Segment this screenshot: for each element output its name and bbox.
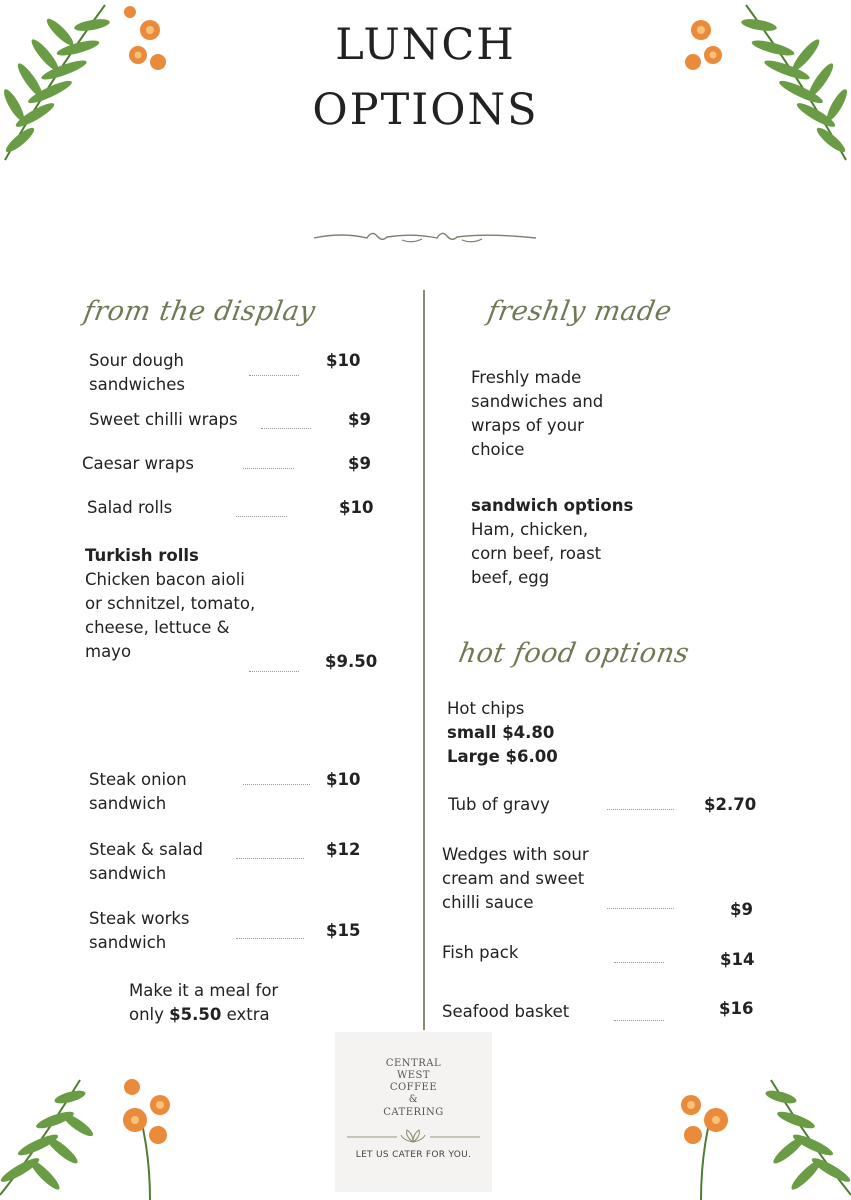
meal-deal-suffix: extra	[221, 1005, 270, 1024]
logo-line3: COFFEE	[389, 1082, 438, 1093]
dotted-leader	[607, 908, 674, 909]
item-sweet-chilli-wraps: Sweet chilli wraps	[89, 410, 238, 429]
price-steak-salad: $12	[326, 840, 361, 859]
price-steak-works: $15	[326, 921, 361, 940]
swirl-ornament	[312, 226, 538, 248]
item-steak-works-sandwich: Steak works sandwich	[89, 909, 190, 952]
sandwich-options-heading: sandwich options	[471, 496, 634, 515]
dotted-leader	[249, 375, 299, 376]
dotted-leader	[261, 428, 311, 429]
fern-flower-decoration-bottom-right	[661, 1075, 851, 1200]
dotted-leader	[243, 784, 310, 785]
logo-tagline: LET US CATER FOR YOU.	[355, 1150, 472, 1160]
price-wedges: $9	[730, 900, 753, 919]
heading-hot-food-options: hot food options	[456, 638, 692, 669]
price-sweet-chilli-wraps: $9	[348, 410, 371, 429]
dotted-leader	[243, 468, 294, 469]
hot-chips-large: Large $6.00	[447, 747, 558, 766]
item-tub-of-gravy: Tub of gravy	[448, 795, 550, 814]
item-seafood-basket: Seafood basket	[442, 1002, 570, 1021]
dotted-leader	[249, 671, 299, 672]
logo-line2: WEST	[396, 1070, 431, 1081]
business-logo	[335, 1032, 492, 1192]
freshly-made-description: Freshly made sandwiches and wraps of your choice	[471, 368, 604, 459]
item-caesar-wraps: Caesar wraps	[82, 454, 194, 473]
hot-chips-small: small $4.80	[447, 723, 555, 742]
item-steak-salad-sandwich: Steak & salad sandwich	[89, 840, 203, 883]
item-fish-pack: Fish pack	[442, 943, 519, 962]
menu-title-line2: OPTIONS	[312, 85, 539, 135]
meal-deal-prefix: only	[129, 1005, 170, 1024]
price-tub-of-gravy: $2.70	[704, 795, 757, 814]
menu-title-line1: LUNCH	[335, 20, 516, 70]
dotted-leader	[614, 1020, 664, 1021]
price-turkish-rolls: $9.50	[325, 652, 378, 671]
item-hot-chips: Hot chips	[447, 699, 525, 718]
sandwich-options-list: Ham, chicken, corn beef, roast beef, egg	[471, 520, 602, 587]
turkish-rolls-heading: Turkish rolls	[85, 546, 199, 565]
logo-line5: CATERING	[383, 1107, 444, 1118]
fern-flower-decoration-bottom-left	[0, 1075, 190, 1200]
logo-line1: CENTRAL	[385, 1058, 442, 1069]
meal-deal-line1: Make it a meal for	[129, 981, 279, 1000]
meal-deal-line2	[129, 1003, 270, 1027]
meal-deal-price: $5.50	[169, 1005, 222, 1024]
column-divider	[423, 290, 425, 1030]
dotted-leader	[236, 858, 304, 859]
price-seafood-basket: $16	[719, 999, 754, 1018]
dotted-leader	[236, 938, 304, 939]
item-steak-onion-sandwich: Steak onion sandwich	[89, 770, 187, 813]
item-salad-rolls: Salad rolls	[87, 498, 173, 517]
price-steak-onion: $10	[326, 770, 361, 789]
dotted-leader	[236, 516, 287, 517]
price-fish-pack: $14	[720, 950, 755, 969]
turkish-rolls-description: Chicken bacon aioli or schnitzel, tomato, cheese, lettuce & mayo	[85, 570, 256, 661]
heading-from-the-display: from the display	[81, 296, 318, 327]
price-salad-rolls: $10	[339, 498, 374, 517]
heading-freshly-made: freshly made	[485, 296, 675, 327]
dotted-leader	[614, 962, 664, 963]
item-sour-dough-sandwiches: Sour dough sandwiches	[89, 351, 185, 394]
item-wedges: Wedges with sour cream and sweet chilli sauce	[442, 845, 589, 912]
leaf-emblem-icon	[345, 1128, 482, 1144]
price-caesar-wraps: $9	[348, 454, 371, 473]
logo-line4: &	[408, 1094, 419, 1105]
price-sour-dough: $10	[326, 351, 361, 370]
dotted-leader	[607, 809, 674, 810]
